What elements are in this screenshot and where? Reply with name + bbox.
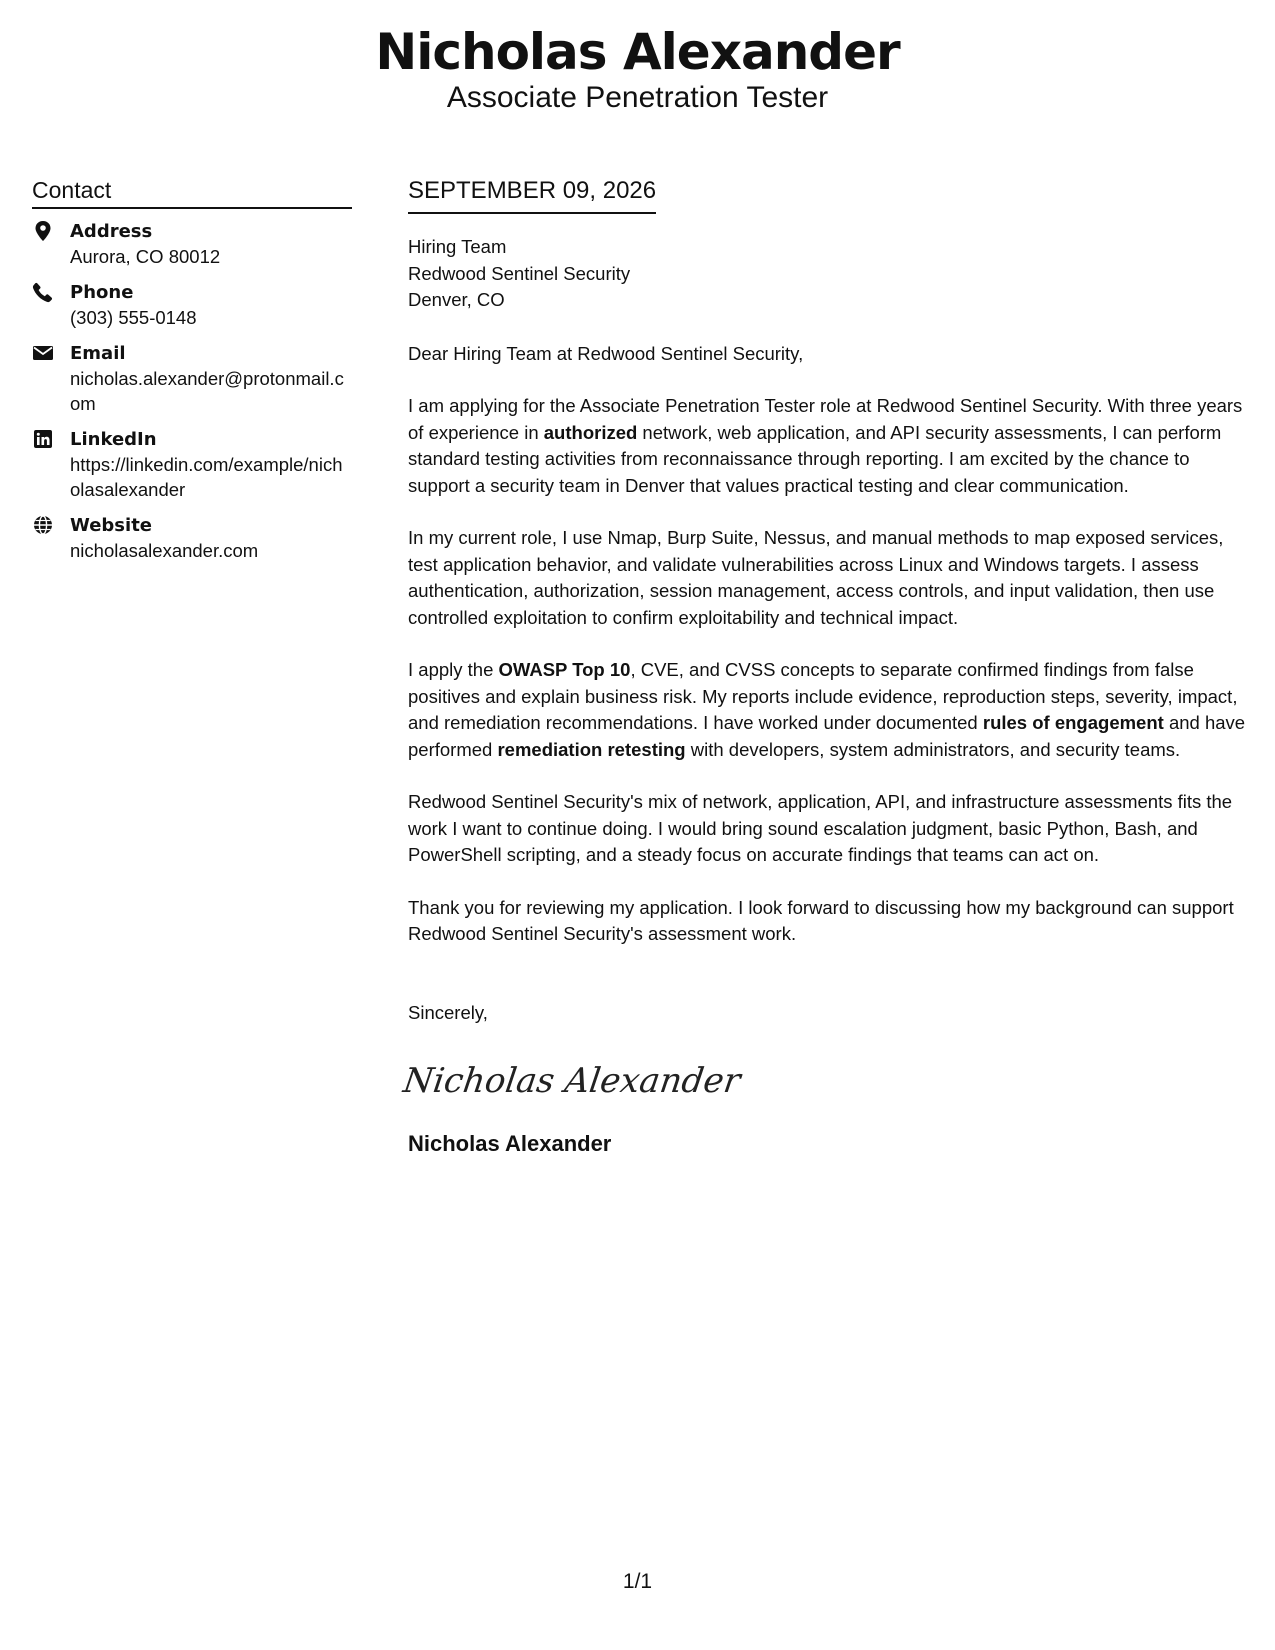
emphasis-text: remediation retesting — [497, 738, 686, 760]
linkedin-icon — [32, 428, 54, 450]
paragraph-text: In my current role, I use Nmap, Burp Suite, Nessus, and manual methods to map exposed services, test application behavior, and validate vulnerabilities across Linux and Windows targets. I assess authentication, authorization, session management, access controls, and input validation, then use controlled exploitation to confirm exploitability and technical impact. — [408, 527, 1224, 628]
letter-header — [0, 22, 1275, 116]
emphasis-text: authorized — [543, 421, 638, 443]
letter-paragraph — [408, 525, 1248, 631]
paragraph-text: network, web application, and API security assessments, I can perform standard testing activities from reconnaissance through reporting. I am excited by the chance to support a security team in Denver that values practical testing and clear communication. — [408, 421, 1222, 496]
signer-name: Nicholas Alexander — [408, 1131, 612, 1156]
page-number: 1/1 — [622, 1570, 653, 1593]
paragraph-text: with developers, system administrators, and security teams. — [685, 738, 1181, 760]
contact-item-address — [32, 219, 352, 269]
contact-label-website: Website — [70, 515, 153, 536]
letter-paragraph — [408, 789, 1248, 869]
salutation: Dear Hiring Team at Redwood Sentinel Security, — [408, 342, 804, 364]
contact-label-address: Address — [70, 221, 153, 242]
contact-value-linkedin: https://linkedin.com/example/nicholasalexander — [70, 454, 343, 500]
contact-item-linkedin — [32, 427, 352, 502]
emphasis-text: OWASP Top 10 — [498, 659, 631, 680]
letter-paragraph — [408, 895, 1248, 948]
contact-value-website: nicholasalexander.com — [70, 540, 259, 561]
contact-list — [32, 219, 352, 563]
contact-label-linkedin: LinkedIn — [70, 429, 157, 450]
emphasis-text: rules of engagement — [982, 712, 1164, 733]
svg-text:Nicholas Alexander: Nicholas Alexander — [400, 1061, 743, 1101]
contact-heading: Contact — [32, 176, 352, 209]
signature-image — [400, 1050, 743, 1110]
globe-icon — [32, 514, 54, 536]
paragraph-text: Thank you for reviewing my application. I look forward to discussing how my background can support Redwood Sentinel Security's assessment work. — [408, 896, 1234, 944]
applicant-title: Associate Penetration Tester — [446, 81, 829, 114]
recipient-line: Redwood Sentinel Security — [408, 262, 631, 284]
contact-label-phone: Phone — [70, 282, 134, 303]
map-pin-icon — [32, 220, 54, 242]
paragraph-text: and have performed — [408, 712, 1246, 760]
contact-value-phone: (303) 555-0148 — [70, 307, 197, 328]
contact-item-website — [32, 513, 352, 563]
contact-value-email: nicholas.alexander@protonmail.com — [70, 368, 344, 414]
paragraph-text: Redwood Sentinel Security's mix of network, application, API, and infrastructure assessments fits the work I want to continue doing. I would bring sound escalation judgment, basic Python, Bash, and PowerShell scripting, and a steady focus on accurate findings that teams can act on. — [408, 791, 1233, 865]
recipient-line: Denver, CO — [408, 289, 505, 310]
applicant-name: Nicholas Alexander — [375, 23, 900, 81]
letter-paragraph — [408, 393, 1248, 499]
recipient-line: Hiring Team — [408, 236, 507, 257]
paragraph-text: I apply the — [408, 659, 499, 680]
letter-date: SEPTEMBER 09, 2026 — [408, 176, 656, 214]
recipient-block — [408, 234, 1248, 314]
contact-sidebar — [32, 176, 352, 574]
envelope-icon — [32, 342, 54, 364]
closing: Sincerely, — [408, 1001, 488, 1023]
contact-item-phone — [32, 280, 352, 330]
phone-icon — [32, 281, 54, 303]
contact-label-email: Email — [70, 343, 126, 364]
letter-body — [400, 176, 1248, 1158]
contact-item-email — [32, 341, 352, 416]
contact-value-address: Aurora, CO 80012 — [70, 246, 221, 267]
paragraph-text: I am applying for the Associate Penetration Tester role at Redwood Sentinel Security. With three years of experience in — [408, 395, 1243, 443]
paragraph-text: , CVE, and CVSS concepts to separate confirmed findings from false positives and explain business risk. My reports include evidence, reproduction steps, severity, impact, and remediation recommendations. I have worked under documented — [408, 659, 1238, 733]
letter-paragraph — [408, 657, 1248, 763]
